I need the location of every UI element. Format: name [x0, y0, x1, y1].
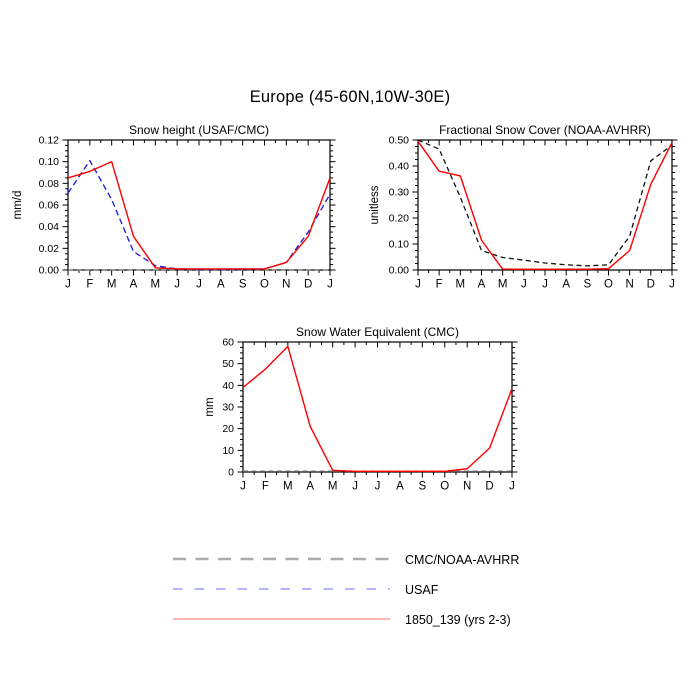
y-tick-label: 0.50	[388, 134, 409, 147]
month-label: D	[646, 278, 655, 291]
month-label: O	[604, 278, 613, 291]
y-axis-label: mm/d	[12, 190, 24, 220]
month-label: S	[418, 480, 427, 493]
month-label: J	[65, 278, 71, 291]
y-tick-label: 0.00	[388, 264, 409, 277]
month-label: J	[669, 278, 675, 291]
month-label: A	[129, 278, 138, 291]
x-axis-tick-labels	[65, 279, 333, 291]
series-line-cmc-noaa-avhrr	[418, 140, 672, 266]
month-label: F	[261, 480, 269, 493]
month-label: N	[463, 480, 472, 493]
month-label: F	[86, 278, 94, 291]
month-label: J	[352, 480, 358, 493]
y-tick-label: 0.10	[38, 156, 59, 169]
chart-snow-water-equivalent	[175, 310, 525, 505]
month-label: S	[238, 278, 247, 291]
month-label: N	[625, 278, 634, 291]
chart-fractional-snow-cover	[350, 108, 700, 303]
series-line-1850-139-yrs-2-3-	[418, 141, 672, 269]
y-axis-tick-labels	[389, 135, 410, 277]
y-tick-label: 0.02	[38, 242, 59, 255]
month-label: J	[240, 480, 246, 493]
axis-ticks	[238, 342, 518, 478]
figure-title: Europe (45-60N,10W-30E)	[249, 88, 451, 106]
month-label: F	[435, 278, 443, 291]
month-label: J	[374, 480, 381, 493]
plot-frame	[418, 140, 672, 270]
y-tick-label: 30	[222, 401, 234, 414]
y-tick-label: 0	[228, 466, 234, 479]
month-label: J	[520, 278, 527, 291]
plot-frame	[243, 342, 512, 472]
y-tick-label: 10	[222, 444, 234, 457]
y-tick-label: 0.30	[388, 186, 409, 199]
legend-label: 1850_139 (yrs 2-3)	[405, 613, 511, 627]
y-tick-label: 0.10	[388, 238, 409, 251]
y-tick-label: 40	[222, 379, 234, 392]
y-tick-label: 0.12	[38, 134, 59, 147]
y-axis-label: mm	[204, 397, 216, 417]
month-label: M	[455, 278, 466, 291]
chart-svg	[175, 310, 525, 505]
y-axis-tick-labels	[39, 135, 60, 277]
month-label: J	[327, 278, 333, 291]
month-label: O	[440, 480, 450, 493]
y-axis-tick-labels	[222, 337, 234, 479]
y-axis-label: unitless	[369, 185, 381, 225]
legend-line-sample-dashed-gray	[173, 555, 395, 563]
x-axis-tick-labels	[415, 279, 675, 291]
chart-title: Snow Water Equivalent (CMC)	[296, 325, 459, 339]
month-label: J	[509, 480, 515, 493]
chart-svg	[0, 108, 350, 303]
series-line-1850-139-yrs-2-3-	[68, 162, 330, 269]
month-label: M	[106, 278, 117, 291]
y-tick-label: 0.08	[38, 177, 59, 190]
chart-title: Snow height (USAF/CMC)	[128, 123, 270, 137]
month-label: J	[174, 278, 181, 291]
legend-item-cmc-noaa-avhrr	[0, 546, 700, 576]
legend	[0, 546, 700, 636]
series-line-usaf	[68, 161, 330, 270]
chart-title: Fractional Snow Cover (NOAA-AVHRR)	[439, 123, 651, 137]
month-label: M	[327, 480, 338, 493]
month-label: J	[415, 278, 421, 291]
series-line-1850-139-yrs-2-3-	[243, 346, 512, 471]
month-label: J	[196, 278, 202, 291]
y-tick-label: 20	[222, 423, 234, 436]
x-axis-tick-labels	[240, 481, 515, 493]
month-label: D	[304, 278, 313, 291]
y-tick-label: 50	[222, 358, 234, 371]
month-label: A	[396, 480, 404, 493]
y-tick-label: 60	[222, 336, 234, 349]
y-tick-label: 0.06	[38, 199, 59, 212]
month-label: M	[150, 278, 161, 291]
legend-item-usaf	[0, 576, 700, 606]
legend-line-sample-dashed-blue	[173, 585, 395, 593]
month-label: O	[260, 278, 269, 291]
y-tick-label: 0.20	[388, 212, 409, 225]
month-label: M	[283, 480, 293, 493]
y-tick-label: 0.04	[38, 221, 59, 234]
chart-snow-height	[0, 108, 350, 303]
month-label: D	[485, 480, 494, 493]
month-label: S	[583, 278, 592, 291]
y-tick-label: 0.40	[388, 160, 409, 173]
legend-label: CMC/NOAA-AVHRR	[405, 553, 520, 567]
month-label: A	[216, 278, 225, 291]
month-label: A	[562, 278, 571, 291]
month-label: N	[282, 278, 291, 291]
month-label: A	[306, 480, 315, 493]
chart-svg	[350, 108, 700, 303]
month-label: M	[497, 278, 508, 291]
legend-item-1850-139	[0, 606, 700, 636]
month-label: A	[477, 278, 486, 291]
legend-line-sample-solid-red	[173, 615, 395, 623]
axis-ticks	[63, 140, 336, 276]
legend-label: USAF	[405, 583, 439, 597]
y-tick-label: 0.00	[38, 264, 59, 277]
month-label: J	[542, 278, 548, 291]
plot-frame	[68, 140, 330, 270]
